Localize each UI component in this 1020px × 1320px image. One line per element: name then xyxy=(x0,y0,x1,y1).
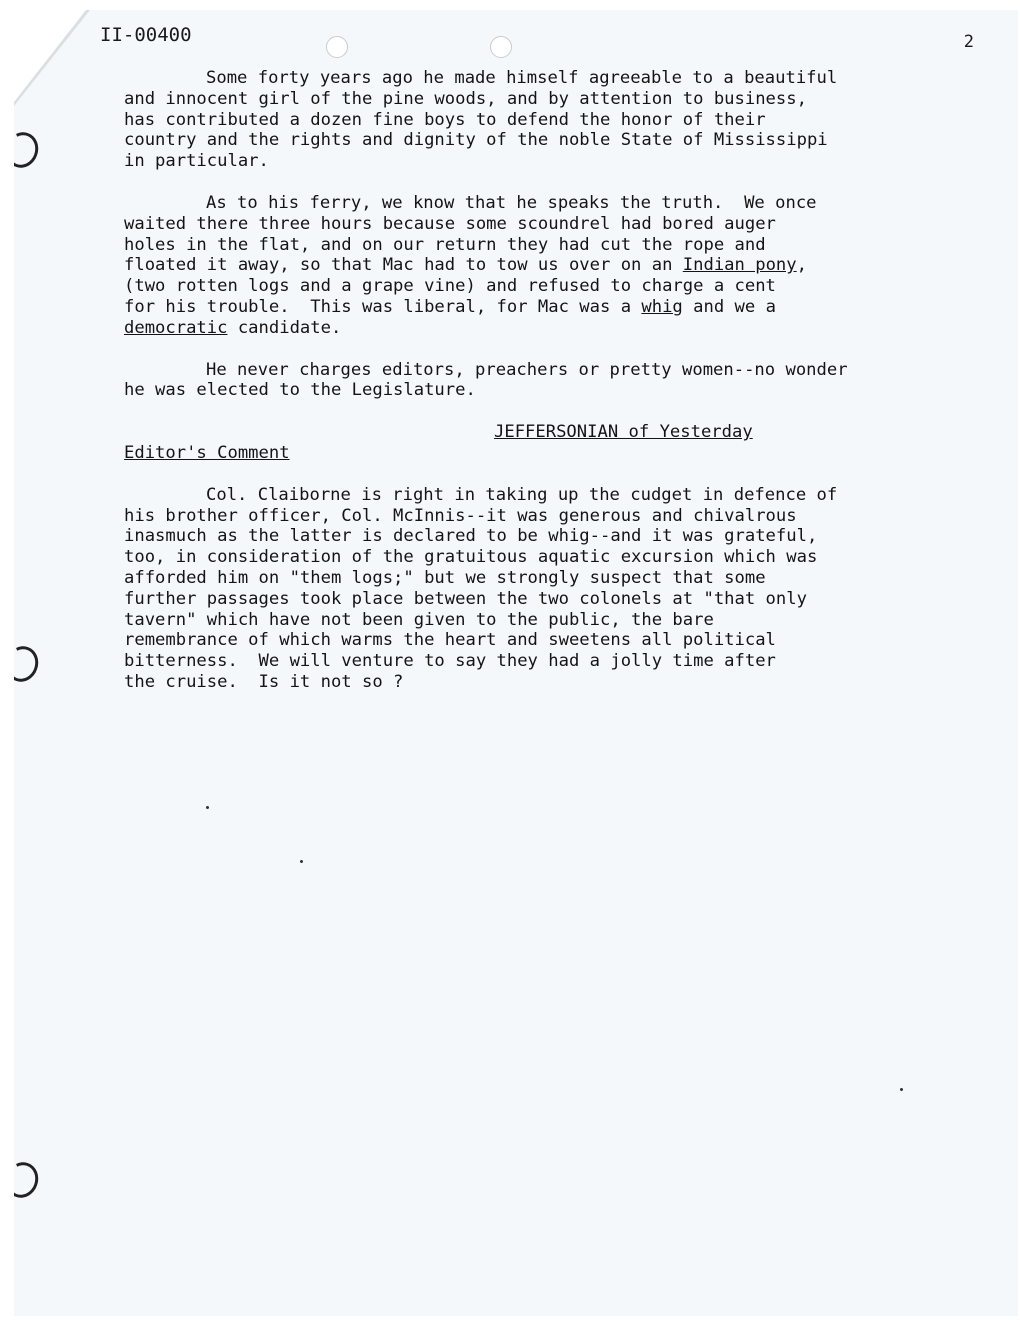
paragraph-3: He never charges editors, preachers or pretty women--no wonder he was elected to the Legislature. xyxy=(124,359,848,401)
page-number: 2 xyxy=(963,32,974,52)
paragraph-1: Some forty years ago he made himself agreeable to a beautiful and innocent girl of the pine woods, and by attention to business, has contributed a dozen fine boys to defend the honor of their country and the rights and dignity of the noble State of Mississippi in particular. xyxy=(124,68,838,172)
punch-hole xyxy=(326,36,348,58)
newspaper-heading: JEFFERSONIAN of Yesterday xyxy=(494,422,753,443)
speck xyxy=(900,1088,903,1091)
underlined-phrase: Indian pony xyxy=(682,255,797,276)
document-id: II-00400 xyxy=(100,24,192,46)
speck xyxy=(206,806,209,809)
editor-comment-heading: Editor's Comment xyxy=(124,442,290,463)
punch-hole xyxy=(490,36,512,58)
binder-ring-mark xyxy=(14,128,43,173)
folded-corner xyxy=(14,10,86,102)
speck xyxy=(300,860,303,863)
document-page xyxy=(14,10,1018,1316)
paragraph-2: As to his ferry, we know that he speaks the truth. We once waited there three hours because some scoundrel had bored auger holes in the flat, and on our return they had cut the rope and floated it away, so that Mac had to tow us over on an Indian pony, (two rotten logs and a grape vine) and refused to charge a cent for his trouble. This was liberal, for Mac was a whig and we a democratic candidate. xyxy=(124,192,817,338)
paragraph-4: Col. Claiborne is right in taking up the cudget in defence of his brother officer, Col. McInnis--it was generous and chivalrous inasmuch as the latter is declared to be whig--and it was grateful, too, in consideration of the gratuitous aquatic excursion which was afforded him on "them logs;" but we strongly suspect that some further passages took place between the two colonels at "that only tavern" which have not been given to the public, the bare remembrance of which warms the heart and sweetens all political bitterness. We will venture to say they had a jolly time after the cruise. Is it not so ? xyxy=(124,484,838,692)
binder-ring-mark xyxy=(14,642,43,687)
document-body xyxy=(124,68,994,714)
underlined-phrase: democratic xyxy=(124,317,228,338)
underlined-phrase: whig xyxy=(641,296,683,317)
binder-ring-mark xyxy=(14,1158,43,1203)
